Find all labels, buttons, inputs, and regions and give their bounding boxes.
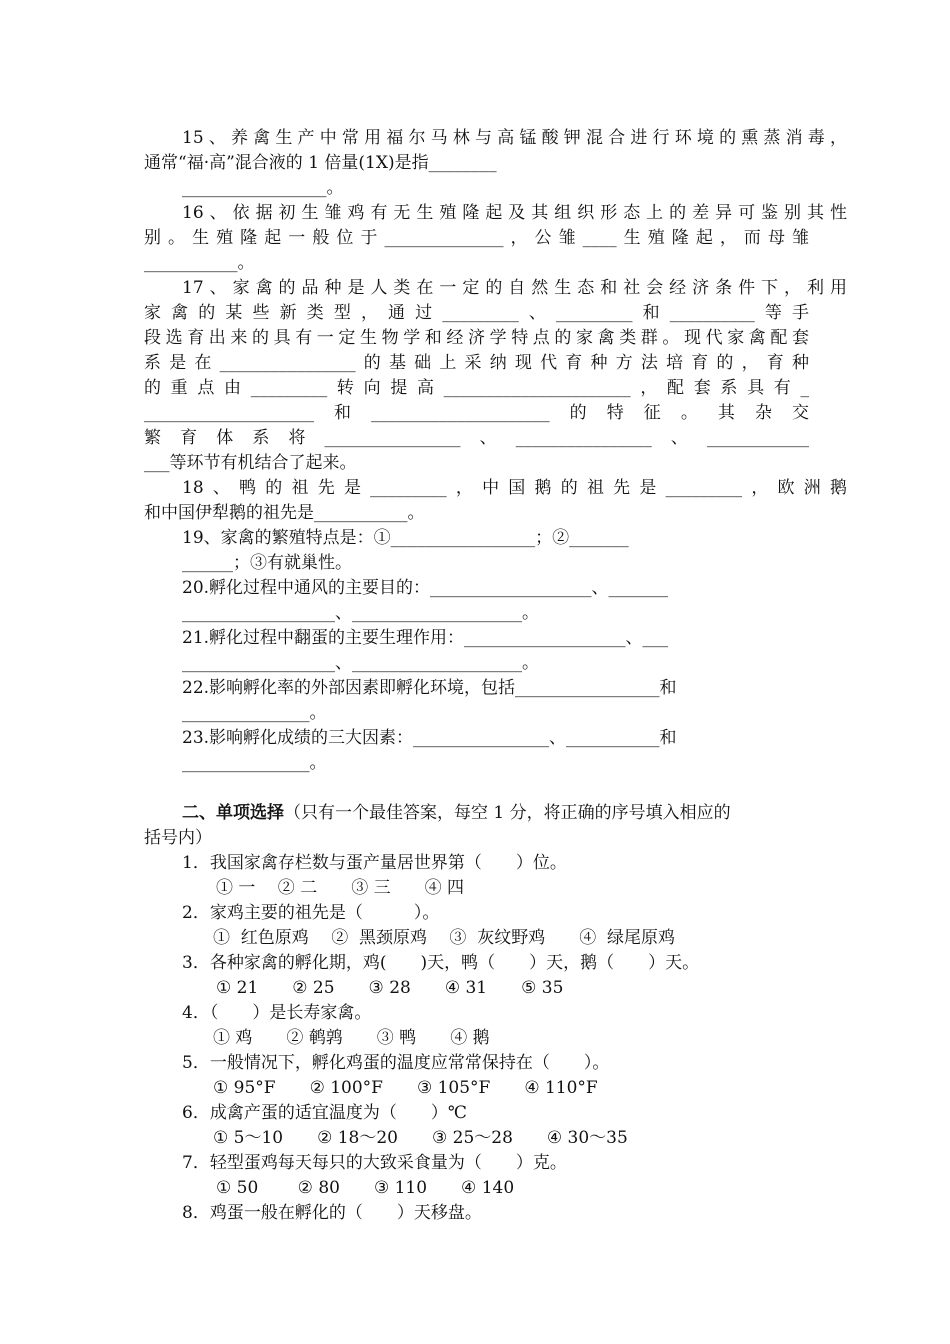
q23-line-1: 23.影响孵化成绩的三大因素：________________、___________和 <box>182 728 677 748</box>
q21-line-2: __________________、____________________。 <box>182 653 539 673</box>
mc-question-2: 2．家鸡主要的祖先是（ ）。 <box>182 903 440 923</box>
q19-line-2: ______；③有就巢性。 <box>182 553 352 573</box>
q15-line-1: 15、养禽生产中常用福尔马林与高锰酸钾混合进行环境的熏蒸消毒， <box>182 128 847 148</box>
mc-options-7: ① 50 ② 80 ③ 110 ④ 140 <box>216 1178 515 1198</box>
section-heading: 二、单项选择 <box>182 803 284 823</box>
section-heading-line <box>182 801 847 826</box>
q17-line-8: ___等环节有机结合了起来。 <box>144 453 357 473</box>
q17-line-6: ____________________和_____________________的特征。其杂交 <box>144 403 809 423</box>
section-note-line-2: 括号内） <box>144 828 212 848</box>
q20-line-2: __________________、____________________。 <box>182 603 539 623</box>
q22-line-1: 22.影响孵化率的外部因素即孵化环境，包括_________________和 <box>182 678 677 698</box>
q16-line-1: 16、依据初生雏鸡有无生殖隆起及其组织形态上的差异可鉴别其性 <box>182 203 847 223</box>
q17-line-3: 段选育出来的具有一定生物学和经济学特点的家禽类群。现代家禽配套 <box>144 328 809 348</box>
mc-question-7: 7．轻型蛋鸡每天每只的大致采食量为（ ）克。 <box>182 1153 567 1173</box>
mc-options-3: ① 21 ② 25 ③ 28 ④ 31 ⑤ 35 <box>216 978 564 998</box>
q23-line-2: _______________。 <box>182 753 327 773</box>
q15-line-2: 通常“福·高”混合液的 1 倍量(1X)是指________ <box>144 153 497 173</box>
q18-line-2: 和中国伊犁鹅的祖先是___________。 <box>144 503 425 523</box>
mc-options-4: ① 鸡 ② 鹌鹑 ③ 鸭 ④ 鹅 <box>213 1028 490 1048</box>
mc-question-3: 3．各种家禽的孵化期，鸡( )天，鸭（ ）天，鹅（ ）天。 <box>182 953 700 973</box>
q19-line-1: 19、家禽的繁殖特点是：①_________________；②_______ <box>182 528 629 548</box>
mc-question-6: 6．成禽产蛋的适宜温度为（ ）℃ <box>182 1103 467 1123</box>
q17-line-1: 17、家禽的品种是人类在一定的自然生态和社会经济条件下，利用 <box>182 278 847 298</box>
q16-line-2: 别。生殖隆起一般位于______________，公雏____生殖隆起，而母雏 <box>144 228 809 248</box>
q17-line-7: 繁育体系将________________、________________、____________ <box>144 428 809 448</box>
mc-options-1: ① 一 ② 二 ③ 三 ④ 四 <box>216 878 465 898</box>
mc-question-4: 4．（ ）是长寿家禽。 <box>182 1003 372 1023</box>
mc-question-8: 8．鸡蛋一般在孵化的（ ）天移盘。 <box>182 1203 482 1223</box>
q17-line-4: 系是在________________的基础上采纳现代育种方法培育的，育种 <box>144 353 809 373</box>
q21-line-1: 21.孵化过程中翻蛋的主要生理作用：___________________、___ <box>182 628 669 648</box>
mc-options-2: ① 红色原鸡 ② 黑颈原鸡 ③ 灰纹野鸡 ④ 绿尾原鸡 <box>213 928 676 948</box>
section-note: （只有一个最佳答案，每空 1 分，将正确的序号填入相应的 <box>284 803 731 823</box>
mc-question-5: 5．一般情况下，孵化鸡蛋的温度应常常保持在（ ）。 <box>182 1053 610 1073</box>
q22-line-2: _______________。 <box>182 703 327 723</box>
q15-line-3: _________________。 <box>182 178 344 198</box>
q18-line-1: 18、鸭的祖先是_________，中国鹅的祖先是_________，欧洲鹅 <box>182 478 847 498</box>
q20-line-1: 20.孵化过程中通风的主要目的：___________________、_______ <box>182 578 669 598</box>
q17-line-2: 家禽的某些新类型，通过_________、_________和__________等手 <box>144 303 809 323</box>
mc-options-5: ① 95°F ② 100°F ③ 105°F ④ 110°F <box>213 1078 598 1098</box>
q17-line-5: 的重点由_________转向提高______________________，配套系具有_ <box>144 378 809 398</box>
mc-options-6: ① 5～10 ② 18～20 ③ 25～28 ④ 30～35 <box>213 1128 628 1148</box>
mc-question-1: 1．我国家禽存栏数与蛋产量居世界第（ ）位。 <box>182 853 567 873</box>
q16-line-3: ___________。 <box>144 253 255 273</box>
